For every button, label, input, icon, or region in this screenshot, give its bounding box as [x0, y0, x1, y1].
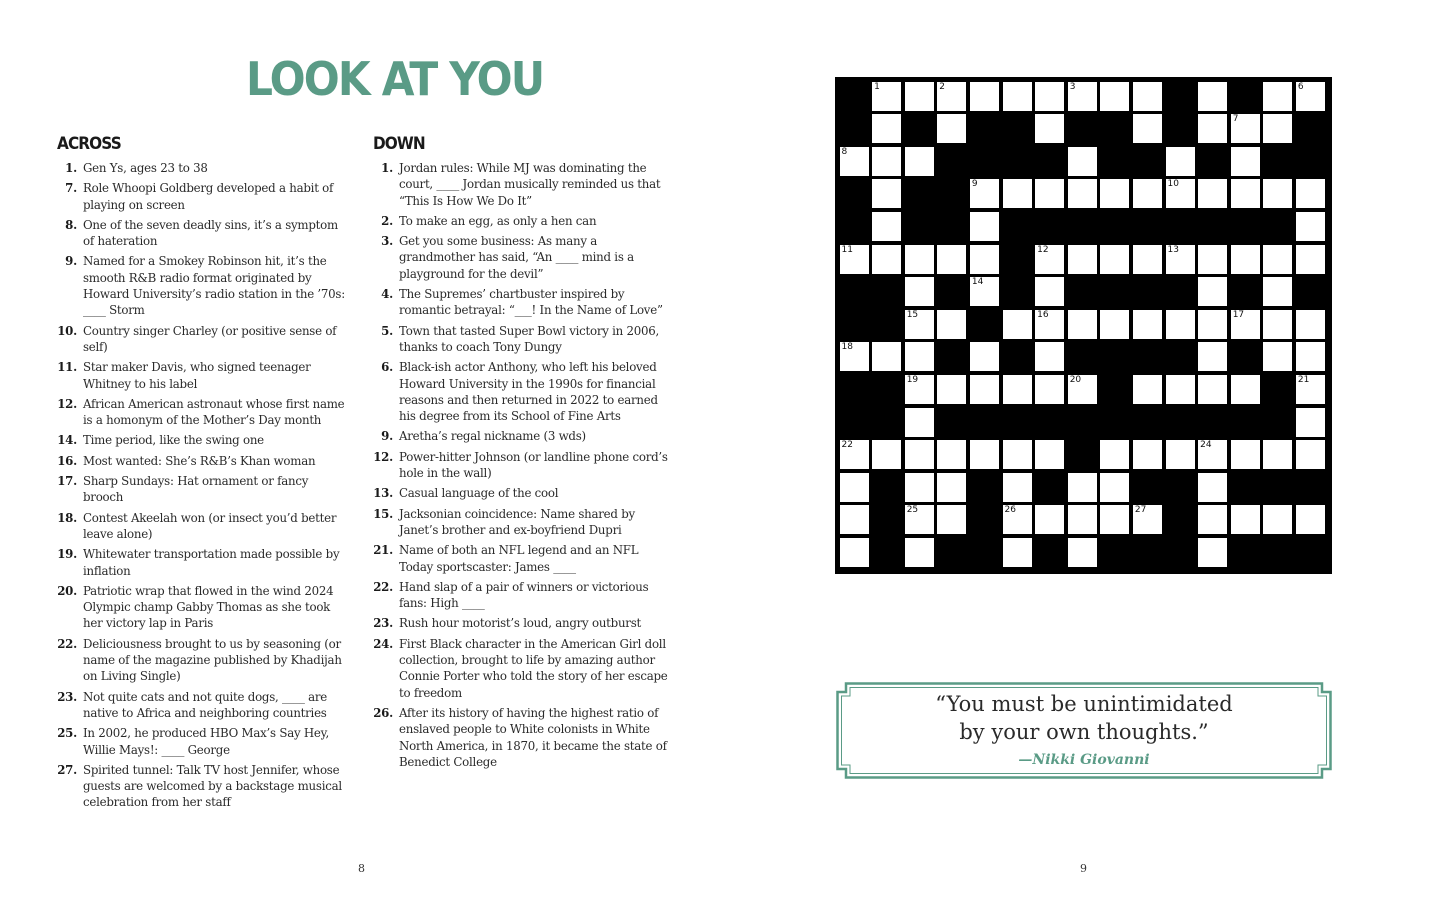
grid-cell[interactable]	[1100, 440, 1129, 469]
clue-number: 27.	[57, 762, 77, 777]
cell-number: 14	[971, 277, 984, 288]
clue-text: Patriotic wrap that flowed in the wind 2024 Olympic champ Gabby Thomas as she took her victory lap in Paris	[83, 583, 334, 631]
grid-cell[interactable]	[1296, 408, 1325, 437]
clue-text: Get you some business: As many a grandmother has said, “An ____ mind is a playground for the devil”	[399, 234, 634, 281]
clue-text: First Black character in the American Girl doll collection, brought to life by amazing author Connie Porter who told the story of her escape to freedom	[399, 636, 668, 700]
cell-number: 11	[841, 244, 853, 255]
clue-item	[57, 323, 351, 356]
quote-text	[836, 690, 1332, 746]
grid-cell[interactable]	[872, 82, 901, 111]
clue-item	[57, 762, 351, 811]
down-clues	[373, 134, 669, 774]
clue-number: 20.	[57, 583, 77, 598]
clue-text: In 2002, he produced HBO Max’s Say Hey, Willie Mays!: ____ George	[83, 726, 330, 757]
grid-cell[interactable]	[1296, 245, 1325, 274]
grid-cell[interactable]	[1003, 310, 1032, 339]
clue-item	[57, 546, 351, 579]
grid-cell[interactable]	[1166, 310, 1195, 339]
grid-cell[interactable]	[970, 342, 999, 371]
grid-cell[interactable]	[1198, 538, 1227, 567]
grid-cell[interactable]	[1198, 82, 1227, 111]
grid-cell[interactable]	[840, 342, 869, 371]
grid-cell[interactable]	[1231, 310, 1260, 339]
down-heading: DOWN	[373, 134, 425, 154]
grid-cell[interactable]	[905, 473, 934, 502]
grid-cell[interactable]	[1231, 505, 1260, 534]
grid-cell[interactable]	[937, 440, 966, 469]
clue-item	[57, 359, 351, 392]
clue-text: Star maker Davis, who signed teenager Whitney to his label	[83, 360, 311, 391]
cell-number: 6	[1297, 81, 1304, 92]
grid-cell[interactable]	[1198, 277, 1227, 306]
grid-cell[interactable]	[1231, 440, 1260, 469]
grid-cell[interactable]	[1296, 310, 1325, 339]
grid-cell[interactable]	[1133, 179, 1162, 208]
clue-text: Sharp Sundays: Hat ornament or fancy brooch	[83, 474, 309, 505]
cell-number: 15	[906, 309, 919, 320]
grid-cell[interactable]	[1263, 440, 1292, 469]
grid-cell[interactable]	[1263, 310, 1292, 339]
cell-number: 22	[841, 440, 853, 451]
clue-text: After its history of having the highest ratio of enslaved people to White colonists in White North America, in 1870, it became the state of Benedict College	[399, 705, 667, 769]
grid-cell[interactable]	[872, 342, 901, 371]
grid-cell[interactable]	[1133, 114, 1162, 143]
crossword-grid	[835, 77, 1332, 574]
grid-cell[interactable]	[1003, 505, 1032, 534]
clue-item	[57, 432, 351, 448]
clue-number: 26.	[373, 705, 393, 720]
clue-text: Jordan rules: While MJ was dominating the court, ____ Jordan musically reminded us that “This Is How We Do It”	[399, 161, 661, 208]
grid-cell[interactable]	[1263, 114, 1292, 143]
across-clue-list	[57, 160, 351, 811]
quote-author: —Nikki Giovanni	[1018, 752, 1150, 768]
clue-number: 22.	[57, 636, 77, 651]
clue-text: Rush hour motorist’s loud, angry outburst	[399, 616, 641, 631]
clue-number: 12.	[57, 396, 77, 411]
clue-item	[57, 725, 351, 758]
grid-cell[interactable]	[1100, 82, 1129, 111]
grid-cell[interactable]	[1296, 375, 1325, 404]
grid-cell[interactable]	[840, 473, 869, 502]
clue-number: 1.	[381, 161, 393, 175]
cell-number: 8	[841, 146, 848, 157]
cell-number: 1	[874, 81, 880, 92]
clue-item	[373, 449, 669, 482]
grid-cell[interactable]	[840, 505, 869, 534]
clue-number: 16.	[57, 453, 77, 468]
clue-number: 17.	[57, 474, 77, 489]
clue-text: Town that tasted Super Bowl victory in 2006, thanks to coach Tony Dungy	[399, 323, 660, 354]
grid-cell[interactable]	[1068, 245, 1097, 274]
clue-text: Power-hitter Johnson (or landline phone cord’s hole in the wall)	[399, 449, 668, 481]
grid-cell[interactable]	[1003, 538, 1032, 567]
grid-cell[interactable]	[1296, 212, 1325, 241]
grid-cell[interactable]	[1003, 473, 1032, 502]
clue-item	[373, 286, 669, 319]
grid-cell[interactable]	[1166, 440, 1195, 469]
clue-number: 7.	[65, 181, 77, 196]
clue-item	[373, 485, 669, 501]
grid-cell[interactable]	[970, 440, 999, 469]
cell-number: 16	[1037, 309, 1049, 320]
grid-cell[interactable]	[1068, 179, 1097, 208]
clue-number: 6.	[381, 360, 393, 375]
grid-cell[interactable]	[1263, 505, 1292, 534]
grid-cell[interactable]	[1003, 82, 1032, 111]
grid-cell[interactable]	[872, 245, 901, 274]
grid-cell[interactable]	[937, 473, 966, 502]
grid-cell[interactable]	[872, 179, 901, 208]
cell-number: 10	[1167, 179, 1179, 190]
grid-cell[interactable]	[872, 212, 901, 241]
grid-cell[interactable]	[1198, 473, 1227, 502]
grid-cell[interactable]	[1263, 277, 1292, 306]
grid-cell[interactable]	[1296, 179, 1325, 208]
clue-item	[57, 453, 351, 469]
grid-cell[interactable]	[1198, 114, 1227, 143]
grid-cell[interactable]	[1068, 505, 1097, 534]
clue-item	[373, 542, 669, 575]
grid-cell[interactable]	[905, 82, 934, 111]
grid-cell[interactable]	[872, 114, 901, 143]
clue-item	[57, 396, 351, 429]
clue-number: 1.	[65, 161, 77, 175]
cell-number: 7	[1232, 114, 1239, 125]
cell-number: 26	[1004, 505, 1016, 516]
clue-text: Most wanted: She’s R&B’s Khan woman	[83, 453, 316, 468]
page-number-left: 8	[358, 862, 365, 875]
clue-number: 23.	[57, 689, 77, 704]
grid-cell[interactable]	[1166, 147, 1195, 176]
grid-cell[interactable]	[1263, 245, 1292, 274]
cell-number: 9	[971, 179, 978, 190]
cell-number: 13	[1167, 244, 1179, 255]
grid-cell[interactable]	[1231, 179, 1260, 208]
clue-item	[373, 160, 669, 209]
grid-cell[interactable]	[1035, 114, 1064, 143]
grid-cell[interactable]	[840, 440, 869, 469]
grid-cell[interactable]	[937, 310, 966, 339]
grid-cell[interactable]	[1068, 310, 1097, 339]
clue-number: 5.	[381, 323, 393, 338]
grid-cell[interactable]	[1100, 310, 1129, 339]
clue-item	[373, 213, 669, 229]
clue-number: 2.	[381, 213, 393, 228]
clue-item	[373, 323, 669, 356]
clue-item	[373, 615, 669, 631]
clue-text: Contest Akeelah won (or insect you’d better leave alone)	[83, 510, 337, 541]
clue-item	[373, 233, 669, 282]
clue-text: Country singer Charley (or positive sense of self)	[83, 323, 337, 354]
clue-text: African American astronaut whose first name is a homonym of the Mother’s Day month	[83, 396, 345, 428]
clue-text: Time period, like the swing one	[83, 433, 264, 448]
clue-number: 19.	[57, 547, 77, 562]
clue-item	[373, 705, 669, 770]
grid-cell[interactable]	[970, 82, 999, 111]
clue-number: 9.	[65, 254, 77, 269]
grid-cell[interactable]	[1003, 179, 1032, 208]
grid-cell[interactable]	[1133, 375, 1162, 404]
grid-cell[interactable]	[1198, 440, 1227, 469]
clue-item	[373, 579, 669, 612]
grid-cell[interactable]	[1035, 310, 1064, 339]
clue-item	[57, 160, 351, 176]
grid-cell[interactable]	[1198, 310, 1227, 339]
grid-cell[interactable]	[1035, 179, 1064, 208]
grid-cell[interactable]	[1035, 245, 1064, 274]
grid-cell[interactable]	[872, 147, 901, 176]
clue-item	[373, 428, 669, 444]
clue-text: One of the seven deadly sins, it’s a symptom of hateration	[83, 217, 338, 249]
grid-cell[interactable]	[1166, 375, 1195, 404]
clue-text: The Supremes’ chartbuster inspired by romantic betrayal: “___! In the Name of Love”	[399, 287, 663, 318]
grid-cell[interactable]	[1035, 82, 1064, 111]
across-clues	[57, 134, 351, 815]
clue-number: 12.	[373, 449, 393, 464]
quote-line-1: “You must be unintimidated	[935, 692, 1233, 716]
clue-text: Not quite cats and not quite dogs, ____ are native to Africa and neighboring countries	[83, 689, 328, 720]
down-clue-list	[373, 160, 669, 770]
clue-number: 18.	[57, 510, 77, 525]
cell-number: 20	[1069, 374, 1082, 385]
grid-cell[interactable]	[970, 212, 999, 241]
grid-cell[interactable]	[840, 147, 869, 176]
grid-cell[interactable]	[970, 245, 999, 274]
grid-cell[interactable]	[1100, 473, 1129, 502]
clue-item	[57, 583, 351, 632]
clue-text: Spirited tunnel: Talk TV host Jennifer, whose guests are welcomed by a backstage musical celebration from her staff	[83, 762, 342, 810]
clue-item	[57, 510, 351, 543]
clue-text: Aretha’s regal nickname (3 wds)	[399, 429, 586, 444]
grid-cell[interactable]	[905, 245, 934, 274]
clue-number: 25.	[57, 726, 77, 741]
grid-cell[interactable]	[1035, 440, 1064, 469]
grid-cell[interactable]	[1231, 147, 1260, 176]
clue-text: Black-ish actor Anthony, who left his beloved Howard University in the 1990s for financial reasons and then returned in 2022 to earned his degree from its School of Fine Arts	[399, 360, 658, 424]
grid-cell[interactable]	[1035, 375, 1064, 404]
clue-number: 3.	[381, 234, 393, 249]
grid-cell[interactable]	[1296, 82, 1325, 111]
grid-cell[interactable]	[937, 375, 966, 404]
grid-cell[interactable]	[1231, 375, 1260, 404]
grid-cell[interactable]	[1296, 505, 1325, 534]
grid-cell[interactable]	[1068, 473, 1097, 502]
clue-number: 22.	[373, 579, 393, 594]
grid-cell[interactable]	[1198, 245, 1227, 274]
cell-number: 18	[841, 342, 853, 353]
clue-text: Whitewater transportation made possible by inflation	[83, 547, 340, 578]
quote-line-2: by your own thoughts.”	[959, 720, 1209, 744]
grid-cell[interactable]	[1003, 440, 1032, 469]
grid-cell[interactable]	[1100, 505, 1129, 534]
clue-number: 15.	[373, 506, 393, 521]
grid-cell[interactable]	[1166, 245, 1195, 274]
clue-text: Deliciousness brought to us by seasoning (or name of the magazine published by Khadijah on Living Single)	[83, 636, 342, 684]
grid-cell[interactable]	[1198, 375, 1227, 404]
clue-number: 8.	[65, 217, 77, 232]
clue-number: 9.	[381, 429, 393, 444]
grid-cell[interactable]	[1068, 538, 1097, 567]
clue-text: To make an egg, as only a hen can	[399, 213, 597, 228]
grid-cell[interactable]	[937, 82, 966, 111]
grid-cell[interactable]	[1035, 342, 1064, 371]
cell-number: 21	[1297, 374, 1310, 385]
grid-cell[interactable]	[905, 277, 934, 306]
clue-item	[57, 689, 351, 722]
grid-cell[interactable]	[970, 277, 999, 306]
grid-cell[interactable]	[905, 538, 934, 567]
page-number-right: 9	[1080, 862, 1087, 875]
grid-cell[interactable]	[1231, 245, 1260, 274]
clue-text: Gen Ys, ages 23 to 38	[83, 161, 208, 175]
grid-cell[interactable]	[1263, 82, 1292, 111]
clue-number: 21.	[373, 543, 393, 558]
quote-box	[836, 682, 1332, 779]
grid-cell[interactable]	[1100, 179, 1129, 208]
grid-cell[interactable]	[1198, 342, 1227, 371]
grid-cell[interactable]	[1068, 375, 1097, 404]
clue-item	[57, 217, 351, 250]
grid-cell[interactable]	[905, 342, 934, 371]
cell-number: 3	[1069, 81, 1076, 92]
grid-cell[interactable]	[1198, 179, 1227, 208]
grid-cell[interactable]	[1068, 147, 1097, 176]
grid-cell[interactable]	[905, 408, 934, 437]
grid-cell[interactable]	[970, 179, 999, 208]
grid-cell[interactable]	[1133, 440, 1162, 469]
clue-number: 11.	[57, 360, 77, 375]
cell-number: 25	[906, 505, 919, 516]
clue-number: 24.	[373, 636, 393, 651]
across-heading: ACROSS	[57, 134, 121, 154]
grid-cell[interactable]	[1296, 342, 1325, 371]
clue-item	[373, 359, 669, 424]
clue-text: Hand slap of a pair of winners or victorious fans: High ____	[399, 579, 649, 611]
clue-item	[57, 253, 351, 318]
clue-number: 10.	[57, 323, 77, 338]
clue-number: 14.	[57, 433, 77, 448]
cell-number: 17	[1232, 309, 1245, 320]
clue-text: Named for a Smokey Robinson hit, it’s the smooth R&B radio format originated by Howard University’s radio station in the ’70s: ____ Storm	[83, 254, 345, 318]
cell-number: 19	[906, 374, 919, 385]
cell-number: 24	[1200, 440, 1212, 451]
grid-cell[interactable]	[905, 505, 934, 534]
grid-cell[interactable]	[840, 245, 869, 274]
grid-cell[interactable]	[1263, 179, 1292, 208]
grid-cell[interactable]	[905, 375, 934, 404]
grid-cell[interactable]	[1166, 179, 1195, 208]
cell-number: 2	[939, 81, 946, 92]
grid-cell[interactable]	[1296, 440, 1325, 469]
clue-item	[373, 506, 669, 539]
clue-text: Name of both an NFL legend and an NFL Today sportscaster: James ____	[399, 543, 639, 574]
grid-cell[interactable]	[1133, 505, 1162, 534]
clue-item	[57, 180, 351, 213]
grid-cell[interactable]	[1133, 310, 1162, 339]
grid-cell[interactable]	[840, 538, 869, 567]
clue-number: 13.	[373, 486, 393, 501]
grid-cell[interactable]	[1133, 245, 1162, 274]
clue-item	[373, 636, 669, 701]
cell-number: 27	[1134, 505, 1147, 516]
grid-cell[interactable]	[905, 147, 934, 176]
clue-item	[57, 473, 351, 506]
grid-cell[interactable]	[937, 505, 966, 534]
clue-text: Role Whoopi Goldberg developed a habit of playing on screen	[83, 181, 334, 212]
clue-text: Casual language of the cool	[399, 486, 559, 501]
grid-cell[interactable]	[1068, 82, 1097, 111]
clue-number: 4.	[381, 287, 393, 302]
clue-number: 23.	[373, 616, 393, 631]
grid-cell[interactable]	[1003, 375, 1032, 404]
grid-cell[interactable]	[1035, 277, 1064, 306]
cell-number: 12	[1037, 244, 1049, 255]
page-title: LOOK AT YOU	[246, 52, 544, 106]
clue-item	[57, 636, 351, 685]
grid-cell[interactable]	[1198, 505, 1227, 534]
grid-cell[interactable]	[1133, 82, 1162, 111]
grid-cell[interactable]	[937, 114, 966, 143]
grid-cell[interactable]	[905, 440, 934, 469]
grid-cell[interactable]	[1035, 505, 1064, 534]
grid-cell[interactable]	[970, 375, 999, 404]
grid-cell[interactable]	[905, 310, 934, 339]
grid-cell[interactable]	[1263, 342, 1292, 371]
grid-cell[interactable]	[937, 245, 966, 274]
grid-cell[interactable]	[872, 440, 901, 469]
grid-cell[interactable]	[1100, 245, 1129, 274]
grid-cell[interactable]	[1231, 114, 1260, 143]
clue-text: Jacksonian coincidence: Name shared by Janet’s brother and ex-boyfriend Dupri	[399, 506, 635, 537]
